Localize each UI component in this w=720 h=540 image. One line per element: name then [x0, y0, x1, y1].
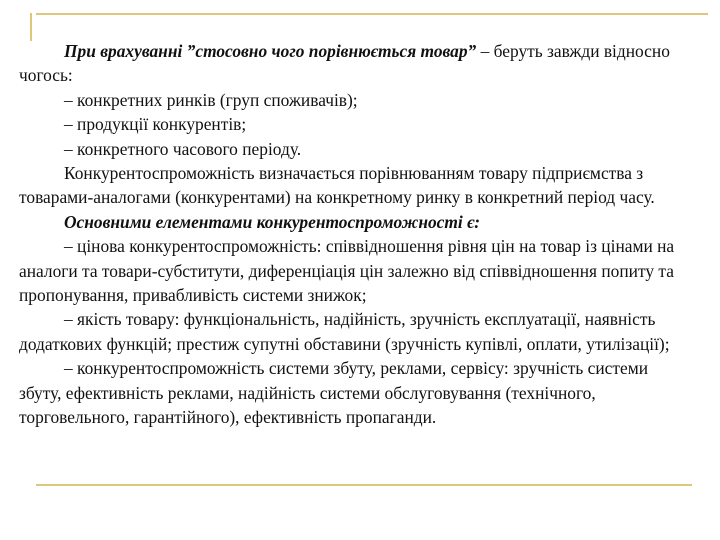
bottom-decorative-rule: [36, 484, 692, 486]
element-product-quality: – якість товару: функціональність, надійність, зручність експлуатації, наявність додаткових функцій; престиж супутні обставини (зручність купівлі, оплати, утилізації);: [19, 309, 670, 354]
definition-paragraph: Конкурентоспроможність визначається порівнюванням товару підприємства з товарами-аналогами (конкурентами) на конкретному ринку в конкретний період часу.: [19, 163, 655, 208]
list-item: – конкретного часового періоду.: [64, 138, 302, 159]
top-decorative-rule: [36, 13, 708, 15]
intro-paragraph: [19, 39, 693, 88]
intro-rest: – беруть завжди відносно чогось:: [19, 41, 670, 86]
elements-heading-text: Основними елементами конкурентоспроможності є:: [64, 211, 481, 232]
list-item: – продукції конкурентів;: [64, 114, 247, 135]
element-distribution-system: – конкурентоспроможність системи збуту, реклами, сервісу: зручність системи збуту, ефективність реклами, надійність системи обслуговування (технічного, торговельного, гарантійного), ефективність пропаганди.: [19, 358, 649, 428]
left-decorative-rule: [30, 13, 32, 41]
elements-heading: [19, 210, 693, 234]
intro-emphasis: При врахуванні ”стосовно чого порівнюється товар”: [64, 41, 477, 61]
slide-text-body: [19, 39, 693, 430]
list-item: – конкретних ринків (груп споживачів);: [64, 89, 358, 110]
element-price-competitiveness: – цінова конкурентоспроможність: співвідношення рівня цін на товар із цінами на аналоги та товари-субститути, диференціація цін залежно від співвідношення попиту та пропонування, привабливість системи знижок;: [19, 236, 675, 306]
